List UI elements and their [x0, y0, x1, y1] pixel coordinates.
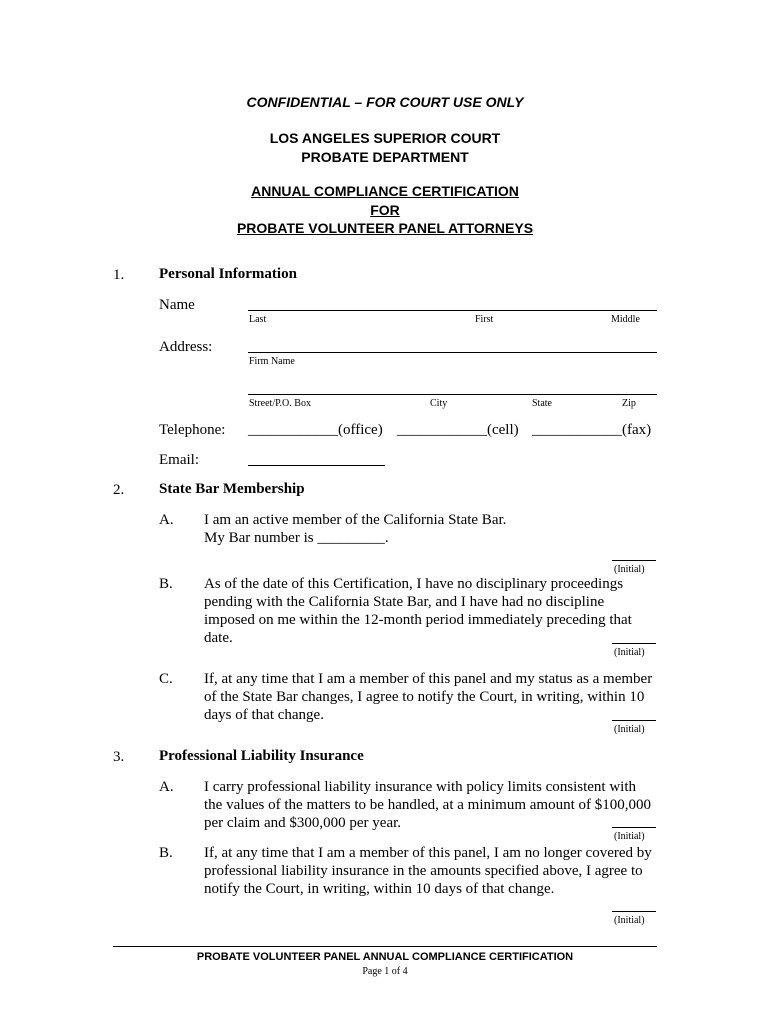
name-field[interactable] [248, 310, 657, 311]
item-2c-text-line1: If, at any time that I am a member of this panel and my status as a member [204, 671, 653, 687]
name-label: Name [159, 297, 195, 313]
zip-caption: Zip [622, 398, 636, 409]
section-3-heading: Professional Liability Insurance [159, 748, 364, 764]
street-address-field[interactable] [248, 394, 657, 395]
item-2a-letter: A. [159, 512, 174, 528]
name-middle-caption: Middle [611, 314, 640, 325]
form-title-line3: PROBATE VOLUNTEER PANEL ATTORNEYS [236, 220, 534, 236]
section-1-number: 1. [113, 267, 125, 283]
footer-title: PROBATE VOLUNTEER PANEL ANNUAL COMPLIANCE CERTIFICATION [196, 951, 574, 963]
name-first-caption: First [475, 314, 494, 325]
form-title-line1: ANNUAL COMPLIANCE CERTIFICATION [251, 183, 519, 199]
section-2-number: 2. [113, 482, 125, 498]
initial-3b-field[interactable] [612, 911, 656, 912]
item-2a-text-line1: I am an active member of the California State Bar. [204, 512, 507, 528]
initial-2c-caption: (Initial) [614, 724, 645, 735]
phone-office-field[interactable]: ____________(office) [248, 422, 383, 438]
section-1-heading: Personal Information [159, 266, 297, 282]
footer-rule [113, 946, 657, 947]
item-2c-letter: C. [159, 671, 173, 687]
item-3b-text-line2: professional liability insurance in the amounts specified above, I agree to [204, 863, 643, 879]
item-3b-text-line1: If, at any time that I am a member of this panel, I am no longer covered by [204, 845, 652, 861]
initial-3a-field[interactable] [612, 827, 656, 828]
item-3b-text-line3: notify the Court, in writing, within 10 days of that change. [204, 881, 555, 897]
item-2b-letter: B. [159, 576, 173, 592]
phone-cell-field[interactable]: ____________(cell) [397, 422, 519, 438]
item-2a-text-line2: My Bar number is _________. [204, 530, 389, 546]
address-label: Address: [159, 339, 213, 355]
firm-name-field[interactable] [248, 352, 657, 353]
section-3-number: 3. [113, 749, 125, 765]
firm-name-caption: Firm Name [249, 356, 295, 367]
confidential-notice: CONFIDENTIAL – FOR COURT USE ONLY [246, 94, 524, 110]
item-3a-text-line2: the values of the matters to be handled, at a minimum amount of $100,000 [204, 797, 651, 813]
item-2b-text-line3: imposed on me within the 12-month period immediately preceding that [204, 612, 632, 628]
court-department: PROBATE DEPARTMENT [301, 149, 469, 165]
initial-2b-field[interactable] [612, 643, 656, 644]
form-title-line2: FOR [370, 202, 400, 218]
initial-3a-caption: (Initial) [614, 831, 645, 842]
item-2c-text-line3: days of that change. [204, 707, 324, 723]
phone-fax-field[interactable]: ____________(fax) [532, 422, 652, 438]
item-3b-letter: B. [159, 845, 173, 861]
page-number: Page 1 of 4 [362, 966, 408, 977]
item-2b-text-line1: As of the date of this Certification, I have no disciplinary proceedings [204, 576, 624, 592]
section-2-heading: State Bar Membership [159, 481, 305, 497]
item-2b-text-line4: date. [204, 630, 233, 646]
email-field[interactable] [248, 465, 385, 466]
initial-2a-field[interactable] [612, 560, 656, 561]
email-label: Email: [159, 452, 199, 468]
telephone-label: Telephone: [159, 422, 226, 438]
item-2b-text-line2: pending with the California State Bar, and I have had no discipline [204, 594, 605, 610]
item-3a-text-line3: per claim and $300,000 per year. [204, 815, 402, 831]
state-caption: State [532, 398, 552, 409]
name-last-caption: Last [249, 314, 267, 325]
court-name: LOS ANGELES SUPERIOR COURT [269, 130, 501, 146]
initial-2b-caption: (Initial) [614, 647, 645, 658]
item-3a-letter: A. [159, 779, 174, 795]
initial-2a-caption: (Initial) [614, 564, 645, 575]
city-caption: City [430, 398, 448, 409]
item-3a-text-line1: I carry professional liability insurance with policy limits consistent with [204, 779, 636, 795]
initial-3b-caption: (Initial) [614, 915, 645, 926]
street-caption: Street/P.O. Box [249, 398, 311, 409]
item-2c-text-line2: of the State Bar changes, I agree to notify the Court, in writing, within 10 [204, 689, 645, 705]
initial-2c-field[interactable] [612, 720, 656, 721]
